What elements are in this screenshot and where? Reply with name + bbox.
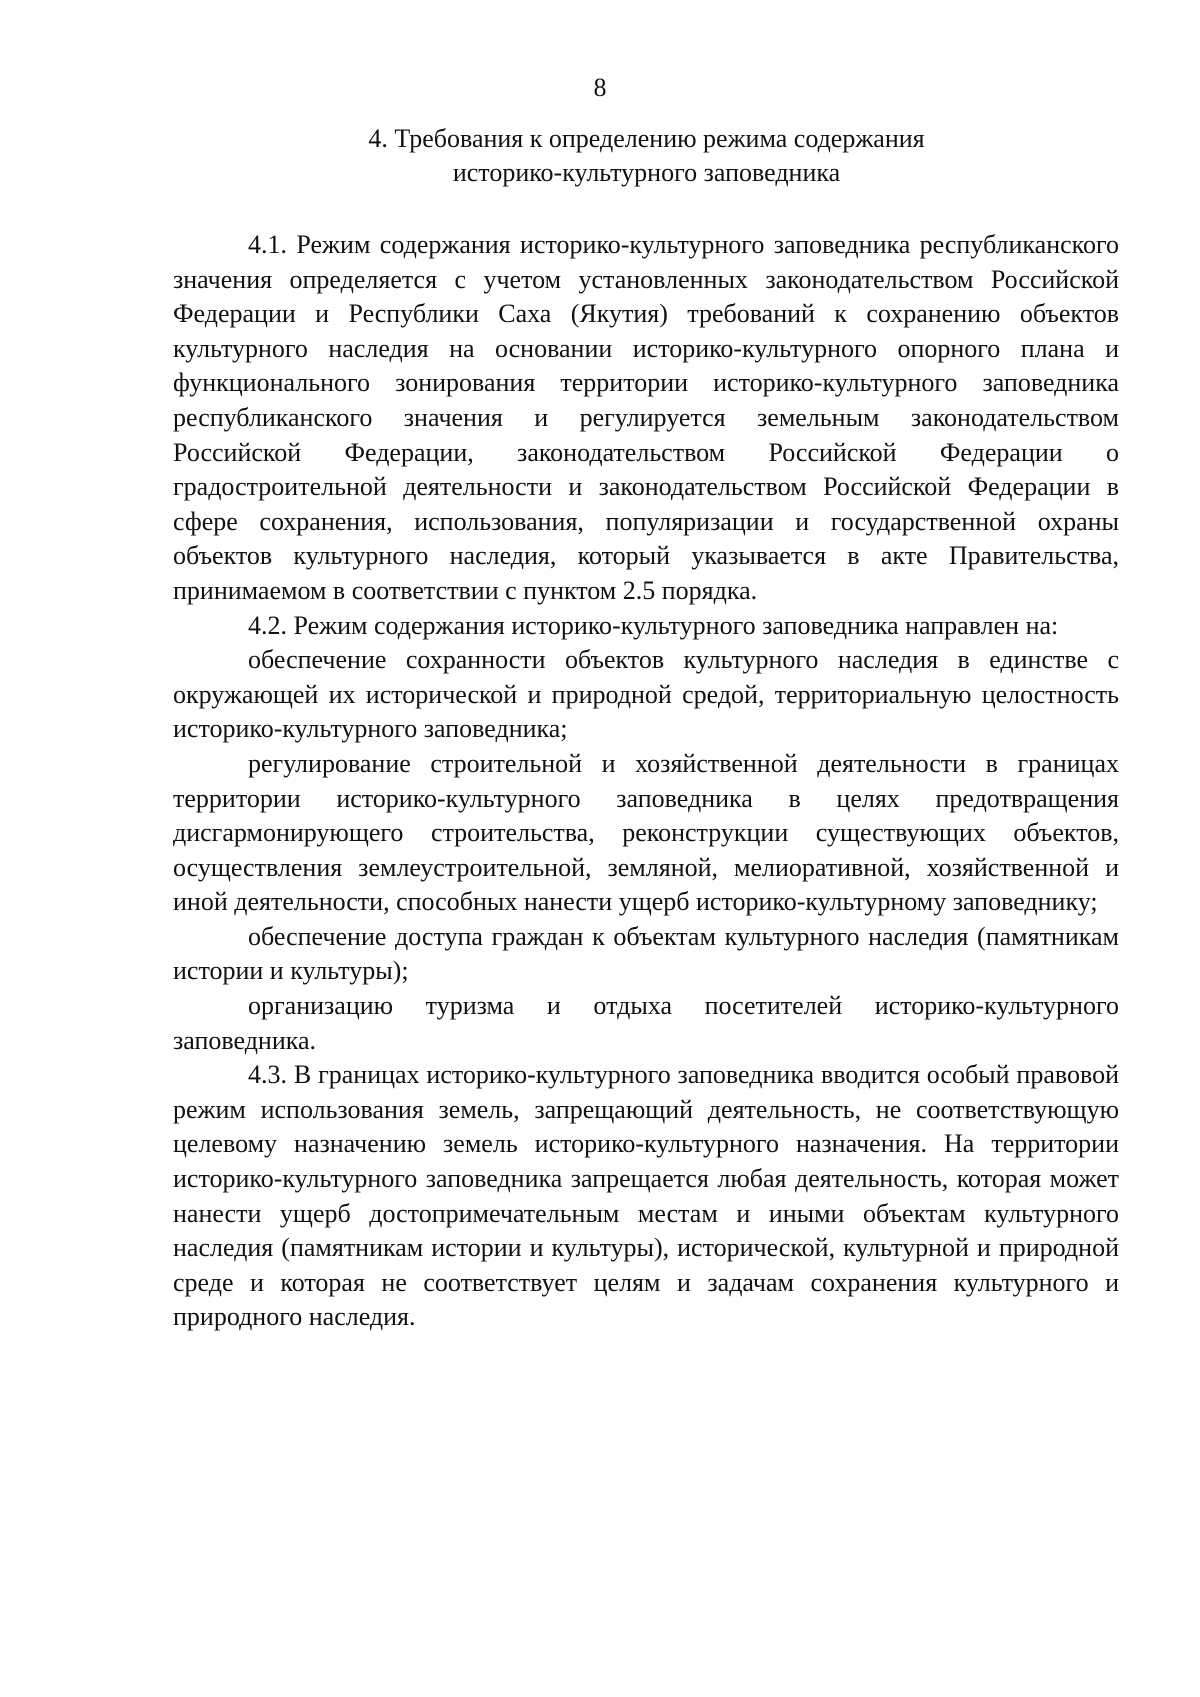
- paragraph-4-2: 4.2. Режим содержания историко-культурного заповедника направлен на:: [248, 610, 1059, 640]
- list-item-access: обеспечение доступа граждан к объектам культурного наследия (памятникам истории и культуры);: [173, 921, 1119, 986]
- section-title: [170, 122, 1123, 190]
- paragraph-4-1: 4.1. Режим содержания историко-культурного заповедника республиканского значения определяется с учетом установленных законодательством Российской Федерации и Республики Саха (Якутия) требований к сохранению объектов культурного наследия на основании историко-культурного опорного плана и функционального зонирования территории историко-культурного заповедника республиканского значения и регулируется земельным законодательством Российской Федерации, законодательством Российской Федерации о градостроительной деятельности и законодательством Российской Федерации в сфере сохранения, использования, популяризации и государственной охраны объектов культурного наследия, который указывается в акте Правительства, принимаемом в соответствии с пунктом 2.5 порядка.: [173, 230, 1119, 605]
- section-title-line-1: 4. Требования к определению режима содержания: [368, 124, 925, 153]
- list-item-tourism: организацию туризма и отдыха посетителей историко-культурного заповедника.: [173, 991, 1119, 1055]
- section-title-line-2: историко-культурного заповедника: [452, 158, 841, 187]
- list-item-preservation: обеспечение сохранности объектов культурного наследия в единстве с окружающей их исторической и природной средой, территориальную целостность историко-культурного заповедника;: [173, 645, 1119, 744]
- list-item-regulation: регулирование строительной и хозяйственной деятельности в границах территории историко-культурного заповедника в целях предотвращения дисгармонирующего строительства, реконструкции существующих объектов, осуществления землеустроительной, земляной, мелиоративной, хозяйственной и иной деятельности, способных нанести ущерб историко-культурному заповеднику;: [173, 748, 1119, 917]
- page-number: 8: [593, 73, 607, 102]
- paragraph-4-3: 4.3. В границах историко-культурного заповедника вводится особый правовой режим использования земель, запрещающий деятельность, не соответствующую целевому назначению земель историко-культурного назначения. На территории историко-культурного заповедника запрещается любая деятельность, которая может нанести ущерб достопримечательным местам и иными объектам культурного наследия (памятникам истории и культуры), исторической, культурной и природной среде и которая не соответствует целям и задачам сохранения культурного и природного наследия.: [173, 1060, 1119, 1332]
- document-body: [173, 228, 1119, 1335]
